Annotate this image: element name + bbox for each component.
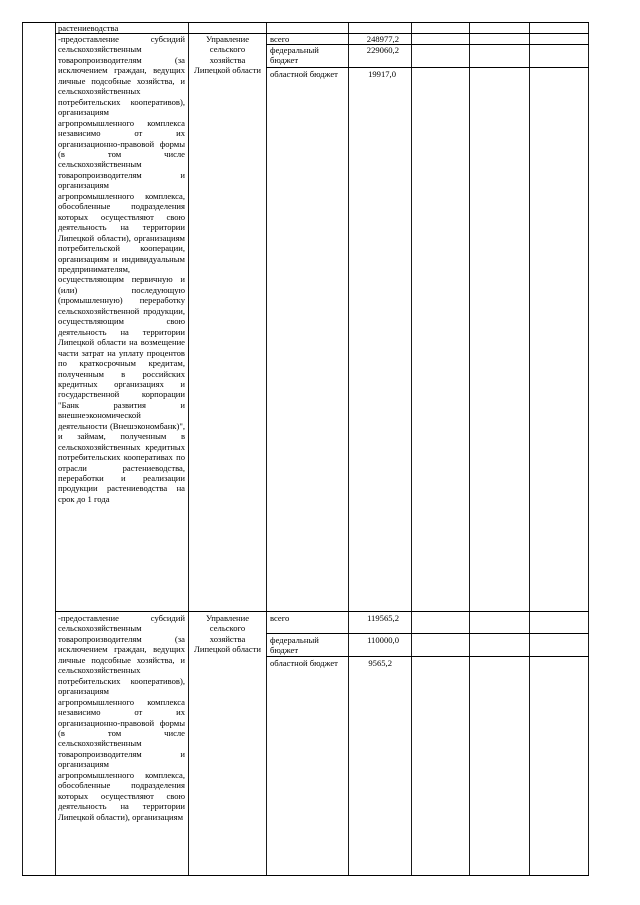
row-1-amount-total: 248977,2 [366, 34, 399, 44]
row-2-funding-regional: областной бюджет [270, 658, 338, 668]
row-1-executor: Управление сельского хозяйства Липецкой области [194, 34, 261, 76]
row-1-funding-total: всего [270, 34, 290, 44]
row-1-funding-regional: областной бюджет [270, 69, 338, 79]
row-2-funding-federal: федеральный бюджет [270, 635, 319, 656]
row-1-funding-federal: федеральный бюджет [270, 45, 319, 66]
row-1-amount-federal: 229060,2 [366, 45, 399, 55]
row-2-amount-regional: 9565,2 [368, 658, 392, 668]
row-2-description: -предоставление субсидий сельскохозяйственным товаропроизводителям (за исключением граждан, ведущих личные подсобные хозяйства, и сельскохозяйственных потребительских кооперативов), организациям агропромышленного комплекса независимо от их организационно-правовой формы (в том числе сельскохозяйственным товаропроизводителям и организациям агропромышленного комплекса, обособленные подразделения которых осуществляют свою деятельность на территории Липецкой области), организациям [58, 613, 185, 822]
row-0-description: растениеводства [58, 23, 119, 33]
row-1-amount-regional: 19917,0 [368, 69, 396, 79]
row-2-amount-federal: 110000,0 [367, 635, 399, 645]
row-2-funding-total: всего [270, 613, 290, 623]
row-2-executor: Управление сельского хозяйства Липецкой области [194, 613, 261, 655]
row-2-amount-total: 119565,2 [367, 613, 399, 623]
row-1-description: -предоставление субсидий сельскохозяйственным товаропроизводителям (за исключением граждан, ведущих личные подсобные хозяйства, и сельскохозяйственных потребительских кооперативов), организациям агропромышленного комплекса независимо от их организационно-правовой формы (в том числе сельскохозяйственным товаропроизводителям и организациям агропромышленного комплекса, обособленные подразделения которых осуществляют свою деятельность на территории Липецкой области), организациям потребительской кооперации, организациям и индивидуальным предпринимателям, осуществляющим первичную и (или) последующую (промышленную) переработку сельскохозяйственной продукции, осуществляющим свою деятельность на территории Липецкой области на возмещение части затрат на уплату процентов по краткосрочным кредитам, полученным в российских кредитных организациях и государственной корпорации "Банк развития и внешнеэкономической деятельности (Внешэкономбанк)", и займам, полученным в сельскохозяйственных кредитных потребительских кооперативах по отрасли растениеводства, переработки и реализации продукции растениеводства на срок до 1 года [58, 34, 185, 504]
